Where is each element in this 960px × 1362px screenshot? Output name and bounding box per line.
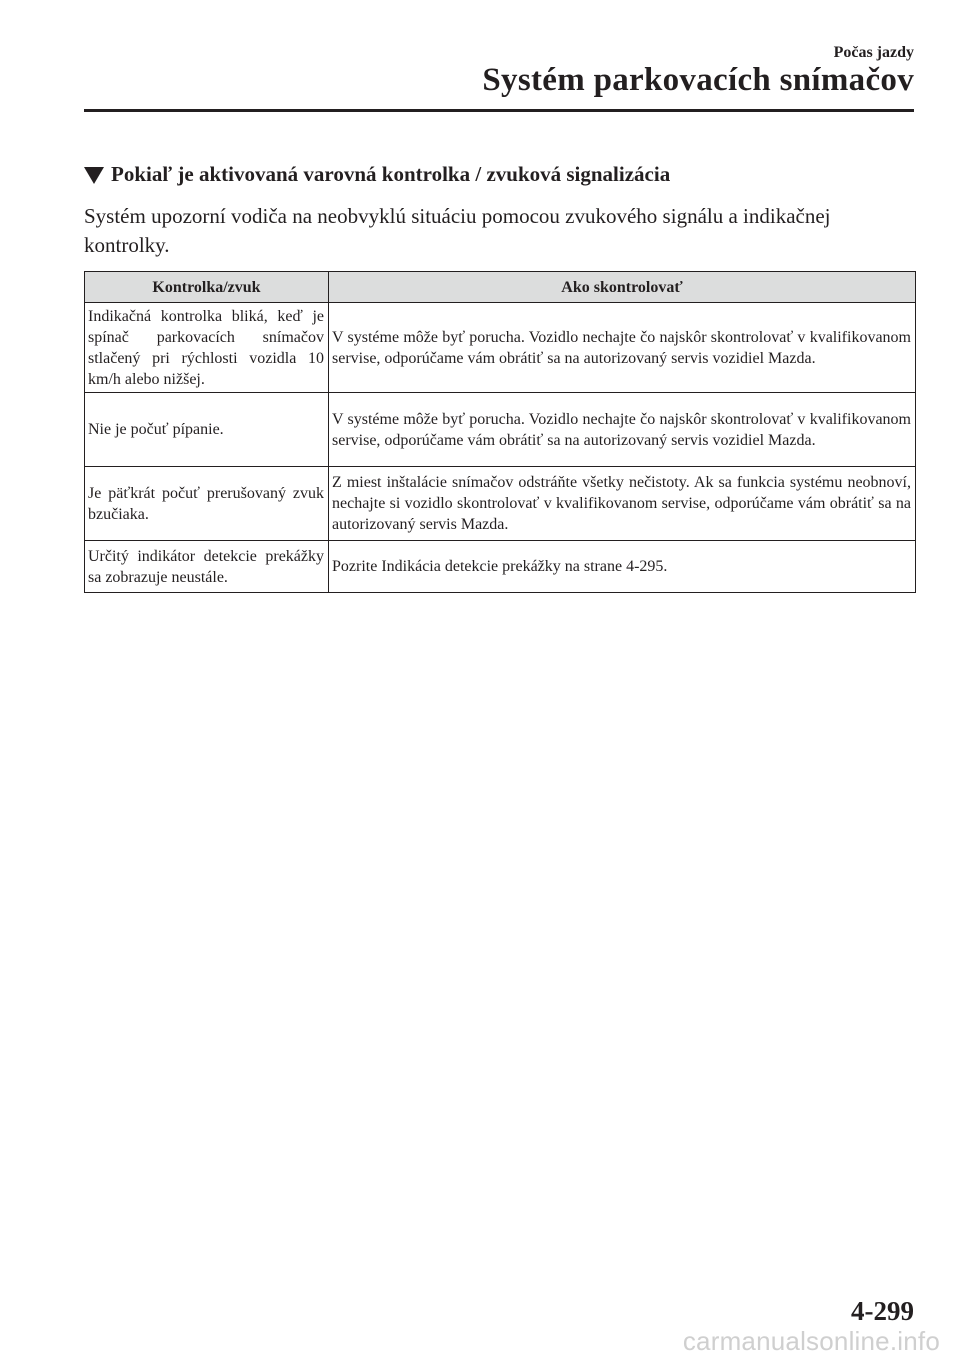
warning-table xyxy=(84,271,916,593)
condition-cell: Indikačná kontrolka bliká, keď je spínač parkovacích snímačov stlačený pri rýchlosti vozidla 10 km/h alebo nižšej. xyxy=(85,303,329,393)
section-heading-text: Pokiaľ je aktivovaná varovná kontrolka / zvuková signalizácia xyxy=(111,162,671,186)
table-row xyxy=(85,467,916,541)
watermark-link[interactable]: carmanualsonline.info xyxy=(682,1326,940,1356)
table-row xyxy=(85,541,916,593)
section-heading xyxy=(84,162,670,187)
action-cell: V systéme môže byť porucha. Vozidlo nechajte čo najskôr skontrolovať v kvalifikovanom servise, odporúčame vám obrátiť sa na autorizovaný servis vozidiel Mazda. xyxy=(329,303,916,393)
intro-paragraph: Systém upozorní vodiča na neobvyklú situáciu pomocou zvukového signálu a indikačnej kontrolky. xyxy=(84,204,831,257)
action-cell: Z miest inštalácie snímačov odstráňte všetky nečistoty. Ak sa funkcia systému neobnoví, nechajte si vozidlo skontrolovať v kvalifikovanom servise, odporúčame vám obrátiť sa na autorizovaný servis Mazda. xyxy=(329,467,916,541)
table-header-row xyxy=(85,272,916,303)
down-triangle-icon xyxy=(84,167,104,184)
action-cell: Pozrite Indikácia detekcie prekážky na strane 4-295. xyxy=(329,541,916,593)
condition-cell: Je päťkrát počuť prerušovaný zvuk bzučiaka. xyxy=(85,467,329,541)
table-row xyxy=(85,303,916,393)
section-label: Počas jazdy xyxy=(833,44,914,61)
action-cell: V systéme môže byť porucha. Vozidlo nechajte čo najskôr skontrolovať v kvalifikovanom servise, odporúčame vám obrátiť sa na autorizovaný servis vozidiel Mazda. xyxy=(329,393,916,467)
header-rule xyxy=(84,109,914,112)
condition-cell: Nie je počuť pípanie. xyxy=(85,393,329,467)
column-header-check: Ako skontrolovať xyxy=(329,272,916,303)
page-title: Systém parkovacích snímačov xyxy=(482,62,914,98)
condition-cell: Určitý indikátor detekcie prekážky sa zobrazuje neustále. xyxy=(85,541,329,593)
column-header-indicator: Kontrolka/zvuk xyxy=(85,272,329,303)
page-number: 4-299 xyxy=(851,1296,914,1326)
table-row xyxy=(85,393,916,467)
